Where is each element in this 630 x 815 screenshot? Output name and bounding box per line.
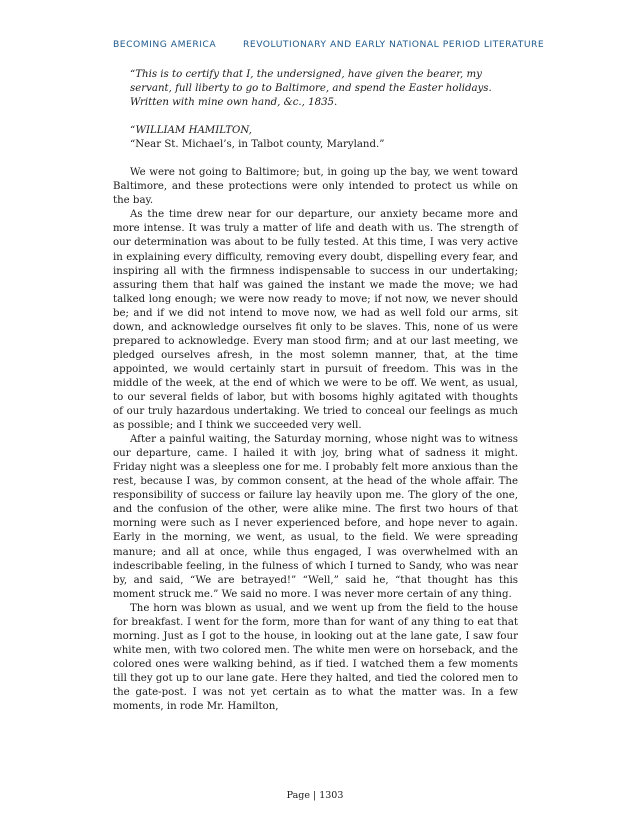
pass-signature: “WILLIAM HAMILTON, bbox=[130, 125, 252, 137]
paragraph: We were not going to Baltimore; but, in going up the bay, we went toward Baltimore, and these protections were only intended to protect us while on the bay. bbox=[113, 167, 518, 207]
body-text bbox=[113, 166, 518, 714]
pass-location: “Near St. Michael’s, in Talbot county, Maryland.” bbox=[130, 139, 385, 151]
paragraph: As the time drew near for our departure, our anxiety became more and more intense. It was truly a matter of life and death with us. The strength of our determination was about to be fully tested. At this time, I was very active in explaining every difficulty, removing every doubt, dispelling every fear, and inspiring all with the firmness indispensable to success in our undertaking; assuring them that half was gained the instant we made the move; we had talked long enough; we were now ready to move; if not now, we never should be; and if we did not intend to move now, we had as well fold our arms, sit down, and acknowledge ourselves fit only to be slaves. This, none of us were prepared to acknowledge. Every man stood firm; and at our last meeting, we pledged ourselves afresh, in the most solemn manner, that, at the time appointed, we would certainly start in pursuit of freedom. This was in the middle of the week, at the end of which we were to be off. We went, as usual, to our several fields of labor, but with bosoms highly agitated with thoughts of our truly hazardous undertaking. We tried to conceal our feelings as much as possible; and I think we succeeded very well. bbox=[113, 209, 518, 432]
quoted-pass bbox=[130, 68, 518, 152]
header-book-title: BECOMING AMERICA bbox=[113, 39, 217, 50]
header-section-title: REVOLUTIONARY AND EARLY NATIONAL PERIOD LITERATURE bbox=[243, 39, 545, 50]
paragraph: The horn was blown as usual, and we went up from the field to the house for breakfast. I went for the form, more than for want of any thing to eat that morning. Just as I got to the house, in looking out at the lane gate, I saw four white men, with two colored men. The white men were on horseback, and the colored ones were walking behind, as if tied. I watched them a few moments till they got up to our lane gate. Here they halted, and tied the colored men to the gate-post. I was not yet certain as to what the matter was. In a few moments, in rode Mr. Hamilton, bbox=[113, 602, 518, 713]
page-number: Page | 1303 bbox=[286, 790, 344, 801]
page-content bbox=[113, 68, 518, 714]
pass-text: “This is to certify that I, the undersigned, have given the bearer, my servant, full liberty to go to Baltimore, and spend the Easter holidays. Written with mine own hand, &c., 1835. bbox=[130, 69, 492, 109]
paragraph: After a painful waiting, the Saturday morning, whose night was to witness our departure, came. I hailed it with joy, bring what of sadness it might. Friday night was a sleepless one for me. I probably felt more anxious than the rest, because I was, by common consent, at the head of the whole affair. The responsibility of success or failure lay heavily upon me. The glory of the one, and the confusion of the other, were alike mine. The first two hours of that morning were such as I never experienced before, and hope never to again. Early in the morning, we went, as usual, to the field. We were spreading manure; and all at once, while thus engaged, I was overwhelmed with an indescribable feeling, in the fulness of which I turned to Sandy, who was near by, and said, “We are betrayed!” “Well,” said he, “that thought has this moment struck me.” We said no more. I was never more certain of any thing. bbox=[113, 434, 518, 600]
